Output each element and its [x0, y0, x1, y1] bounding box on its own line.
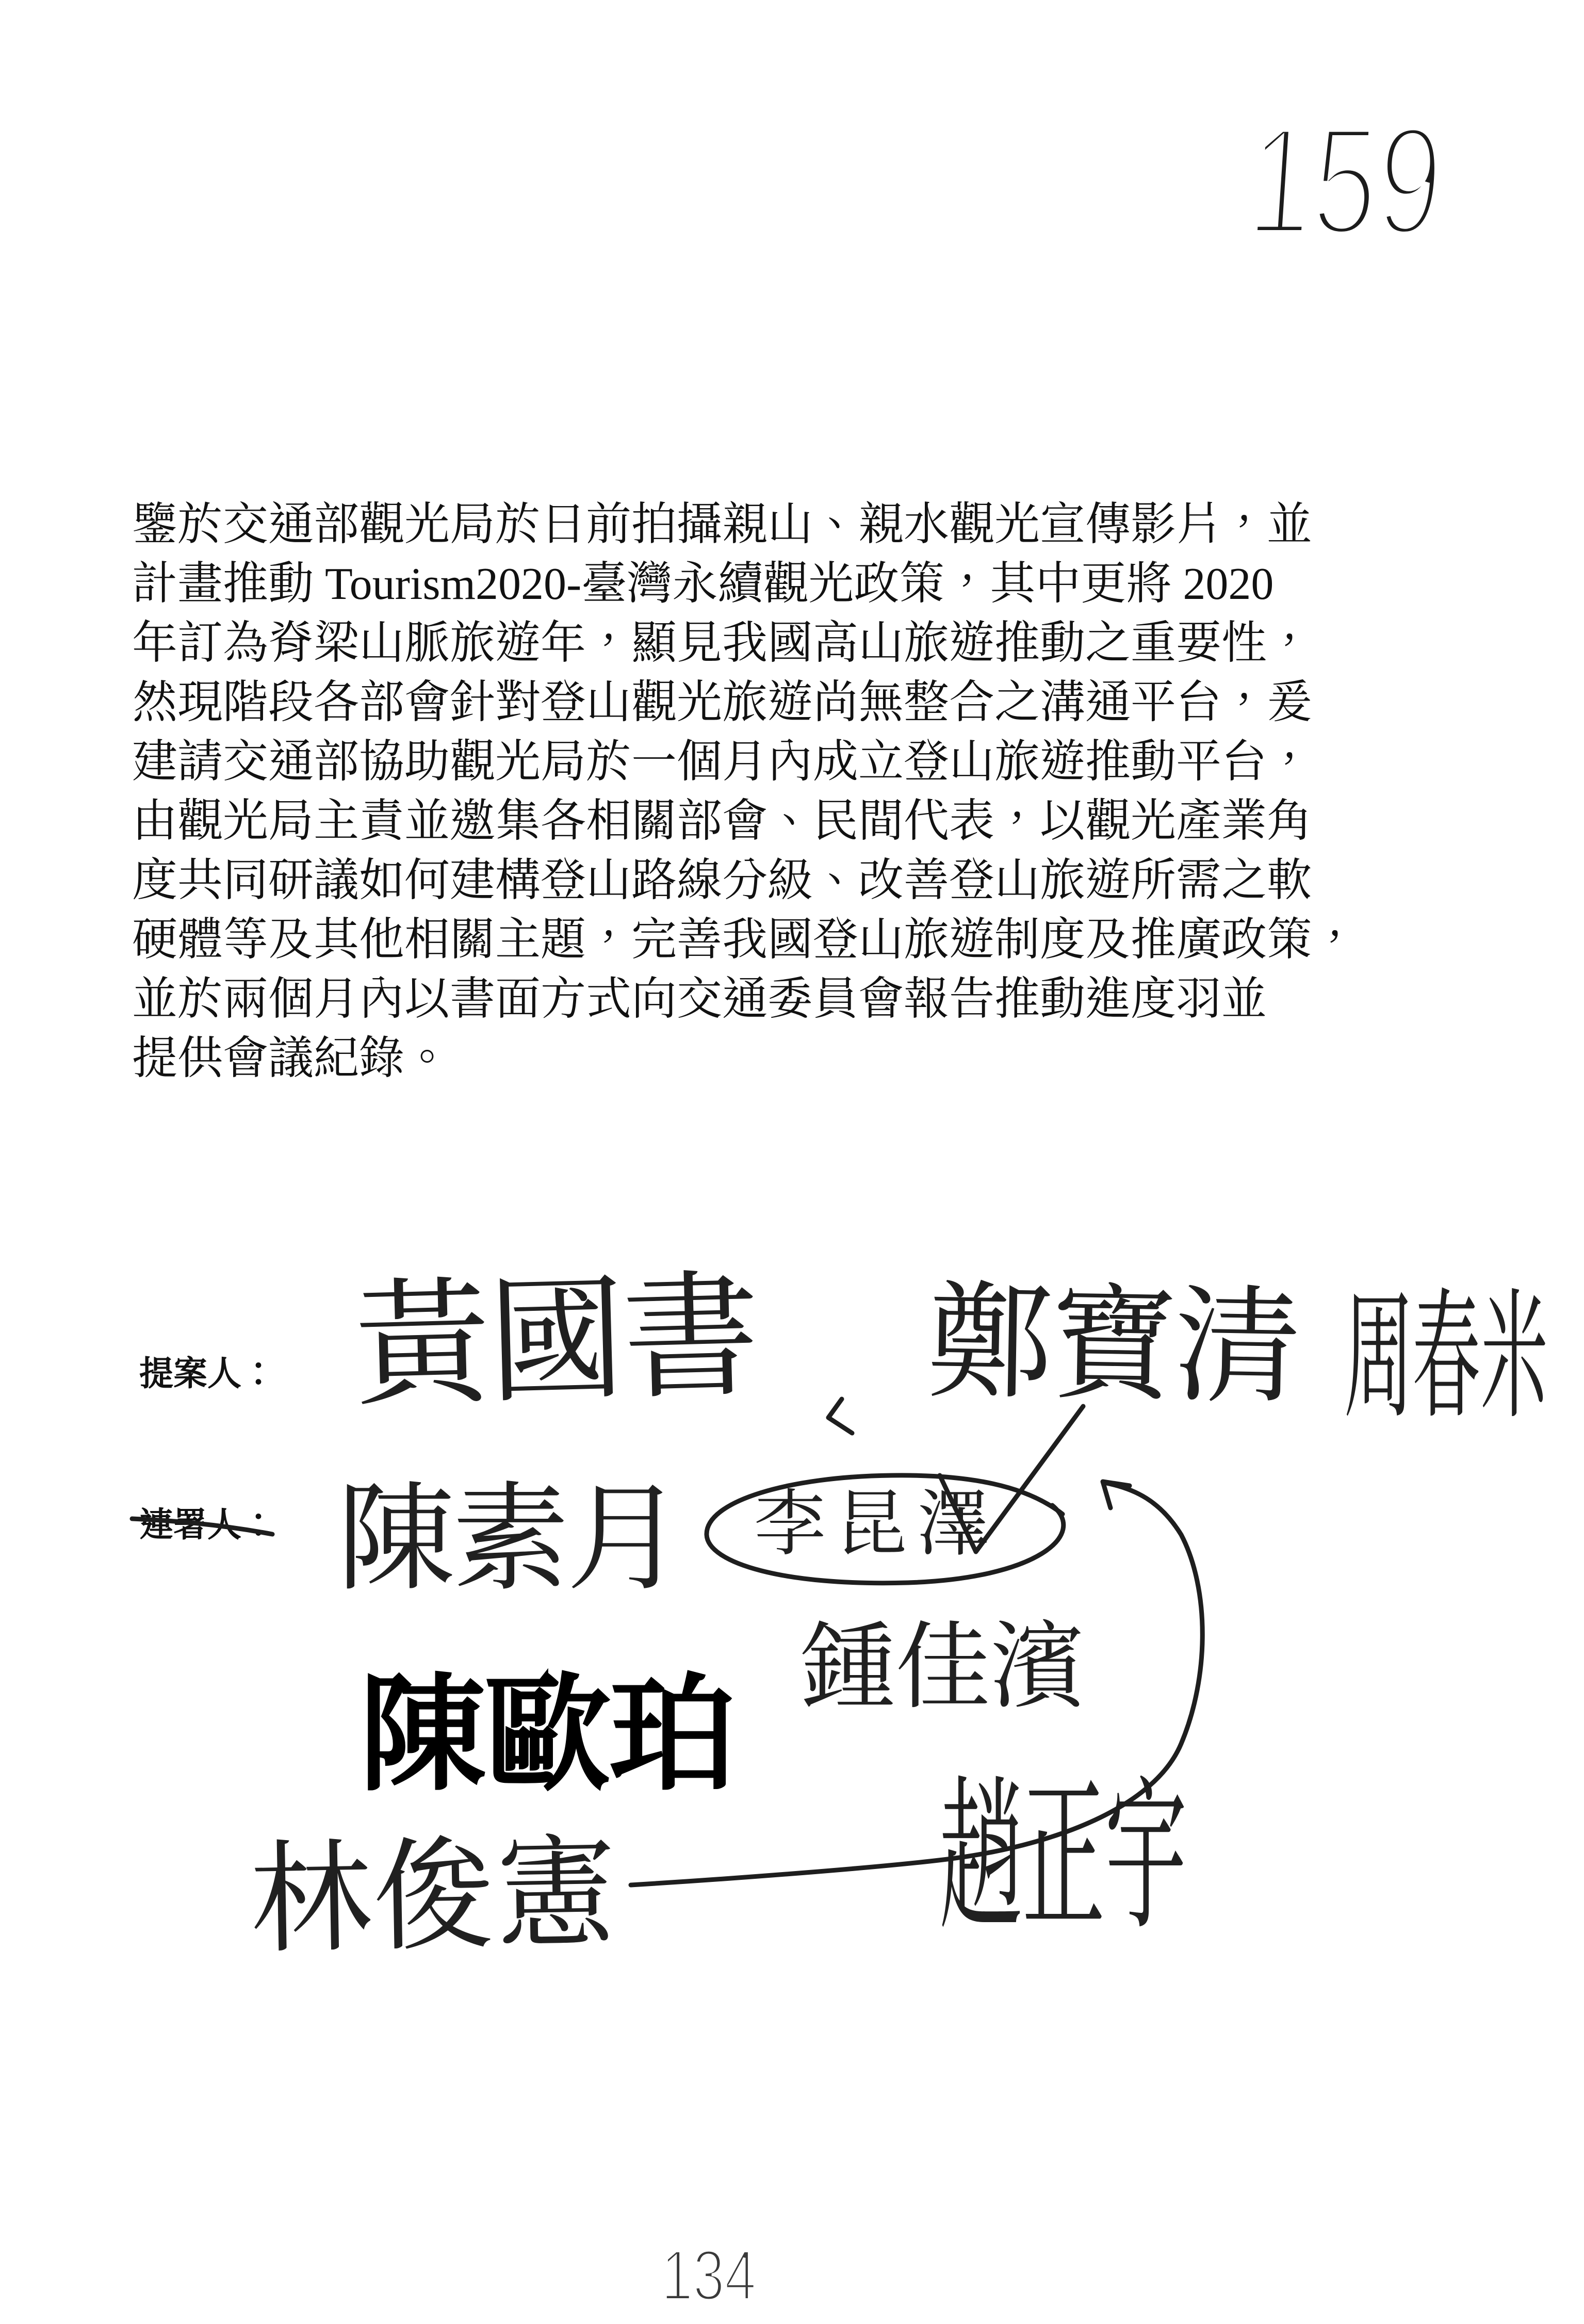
handwritten-page-number: 159 [1243, 94, 1448, 267]
sponsor-signature: 周春米 [1344, 1276, 1548, 1439]
proposal-line: 度共同研議如何建構登山路線分級、改善登山旅遊所需之軟 [132, 856, 1313, 906]
cosigner-signature: 鍾佳濱 [801, 1612, 1086, 1722]
cosigners-label: 連署人： [139, 1506, 275, 1544]
proposal-line: 建請交通部協助觀光局於一個月內成立登山旅遊推動平台， [132, 737, 1313, 787]
proposal-line: 年訂為脊梁山脈旅遊年，顯見我國高山旅遊推動之重要性， [132, 619, 1313, 669]
proposal-line: 並於兩個月內以書面方式向交通委員會報告推動進度羽並 [132, 974, 1267, 1025]
proposal-line: 提供會議紀錄。 [132, 1034, 450, 1084]
tick-mark [828, 1399, 852, 1433]
cosigner-signature: 趙正宇 [940, 1760, 1188, 1953]
handwritten-footer-number: 134 [661, 2236, 757, 2315]
cosigner-signature: 林俊憲 [249, 1822, 618, 1971]
proposal-line: 然現階段各部會針對登山觀光旅遊尚無整合之溝通平台，爰 [132, 678, 1313, 728]
cosigner-signature: 李昆澤 [754, 1482, 999, 1566]
proposal-line: 由觀光局主責並邀集各相關部會、民間代表，以觀光產業角 [132, 797, 1313, 847]
proposal-line: 鑒於交通部觀光局於日前拍攝親山、親水觀光宣傳影片，並 [132, 500, 1313, 550]
proposal-line: 硬體等及其他相關主題，完善我國登山旅遊制度及推廣政策， [132, 915, 1358, 965]
proposal-line: 計畫推動 Tourism2020-臺灣永續觀光政策，其中更將 2020 [132, 559, 1274, 609]
sponsors-label: 提案人： [139, 1355, 275, 1393]
proposal-text [132, 495, 1358, 1088]
cosigner-signature: 陳歐珀 [360, 1661, 734, 1808]
cosigner-signature: 陳素月 [337, 1470, 681, 1607]
sponsor-signature: 鄭寶清 [926, 1268, 1299, 1422]
arrowhead [1103, 1482, 1130, 1508]
sponsor-signature: 黃國書 [351, 1256, 760, 1426]
